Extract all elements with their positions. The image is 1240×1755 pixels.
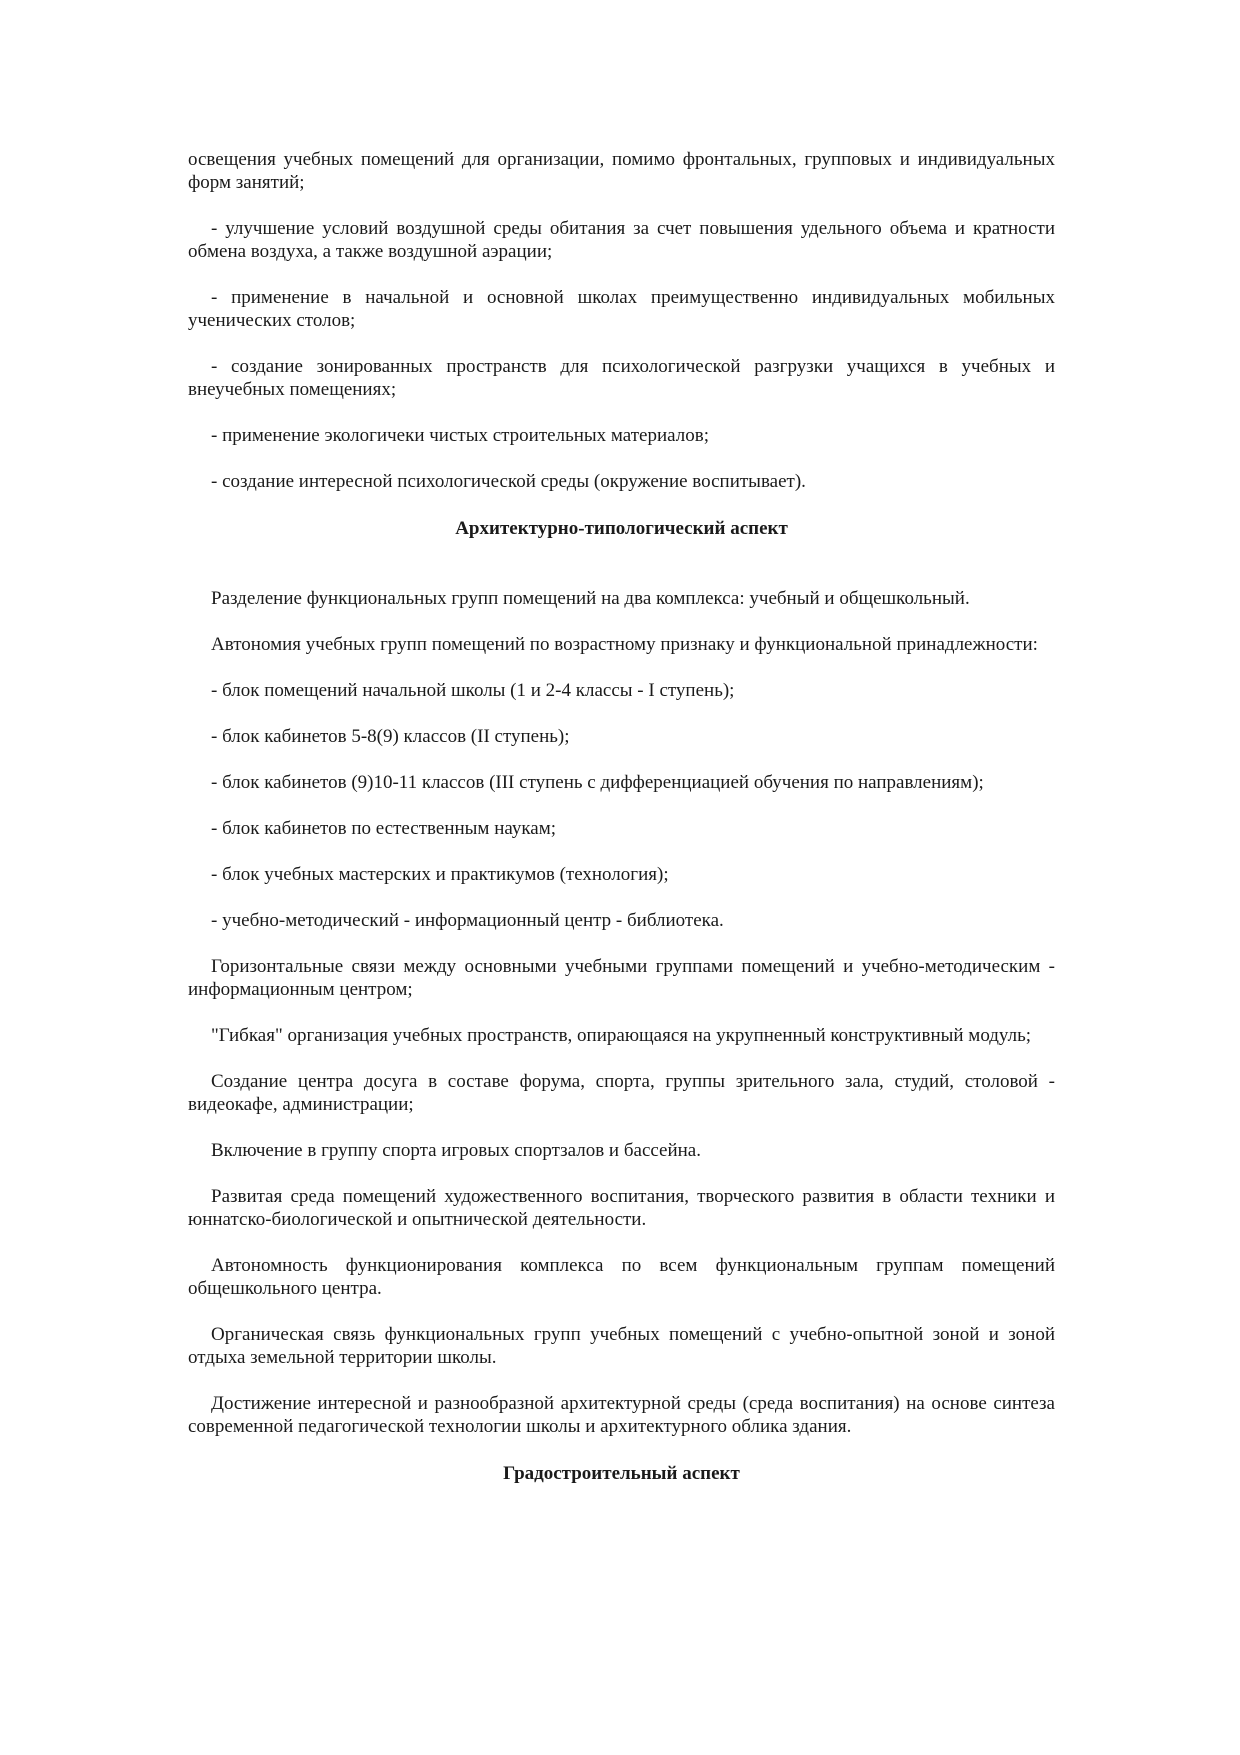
paragraph: освещения учебных помещений для организации, помимо фронтальных, групповых и индивидуальных форм занятий;	[188, 149, 1055, 193]
paragraph: Создание центра досуга в составе форума, спорта, группы зрительного зала, студий, столовой - видеокафе, администрации;	[188, 1071, 1055, 1115]
paragraph: Включение в группу спорта игровых спортзалов и бассейна.	[211, 1140, 701, 1161]
paragraph: Автономия учебных групп помещений по возрастному признаку и функциональной принадлежности:	[211, 634, 1038, 655]
paragraph: "Гибкая" организация учебных пространств, опирающаяся на укрупненный конструктивный модуль;	[211, 1025, 1032, 1046]
section-heading-urban-planning: Градостроительный аспект	[503, 1463, 740, 1484]
list-item: - блок кабинетов (9)10-11 классов (III ступень с дифференциацией обучения по направлениям);	[211, 772, 984, 793]
list-item: - блок кабинетов 5-8(9) классов (II ступень);	[211, 726, 570, 747]
list-item: - блок кабинетов по естественным наукам;	[211, 818, 557, 839]
paragraph: Разделение функциональных групп помещений на два комплекса: учебный и общешкольный.	[211, 588, 970, 609]
paragraph: Органическая связь функциональных групп учебных помещений с учебно-опытной зоной и зоной отдыха земельной территории школы.	[188, 1324, 1055, 1368]
list-item: - создание интересной психологической среды (окружение воспитывает).	[211, 471, 806, 492]
paragraph: Горизонтальные связи между основными учебными группами помещений и учебно-методическим - информационным центром;	[188, 956, 1055, 1000]
list-item: - создание зонированных пространств для психологической разгрузки учащихся в учебных и внеучебных помещениях;	[188, 356, 1055, 400]
paragraph: Автономность функционирования комплекса по всем функциональным группам помещений общешкольного центра.	[188, 1255, 1055, 1299]
section-heading-architecture: Архитектурно-типологический аспект	[455, 518, 788, 539]
list-item: - применение экологичеки чистых строительных материалов;	[211, 425, 709, 446]
document-body	[188, 148, 1055, 1485]
list-item: - учебно-методический - информационный центр - библиотека.	[211, 910, 724, 931]
paragraph: Достижение интересной и разнообразной архитектурной среды (среда воспитания) на основе синтеза современной педагогической технологии школы и архитектурного облика здания.	[188, 1393, 1055, 1437]
list-item: - применение в начальной и основной школах преимущественно индивидуальных мобильных ученических столов;	[188, 287, 1055, 331]
list-item: - улучшение условий воздушной среды обитания за счет повышения удельного объема и кратности обмена воздуха, а также воздушной аэрации;	[188, 218, 1055, 262]
list-item: - блок учебных мастерских и практикумов (технология);	[211, 864, 669, 885]
paragraph: Развитая среда помещений художественного воспитания, творческого развития в области техники и юннатско-биологической и опытнической деятельности.	[188, 1186, 1055, 1230]
list-item: - блок помещений начальной школы (1 и 2-4 классы - I ступень);	[211, 680, 735, 701]
